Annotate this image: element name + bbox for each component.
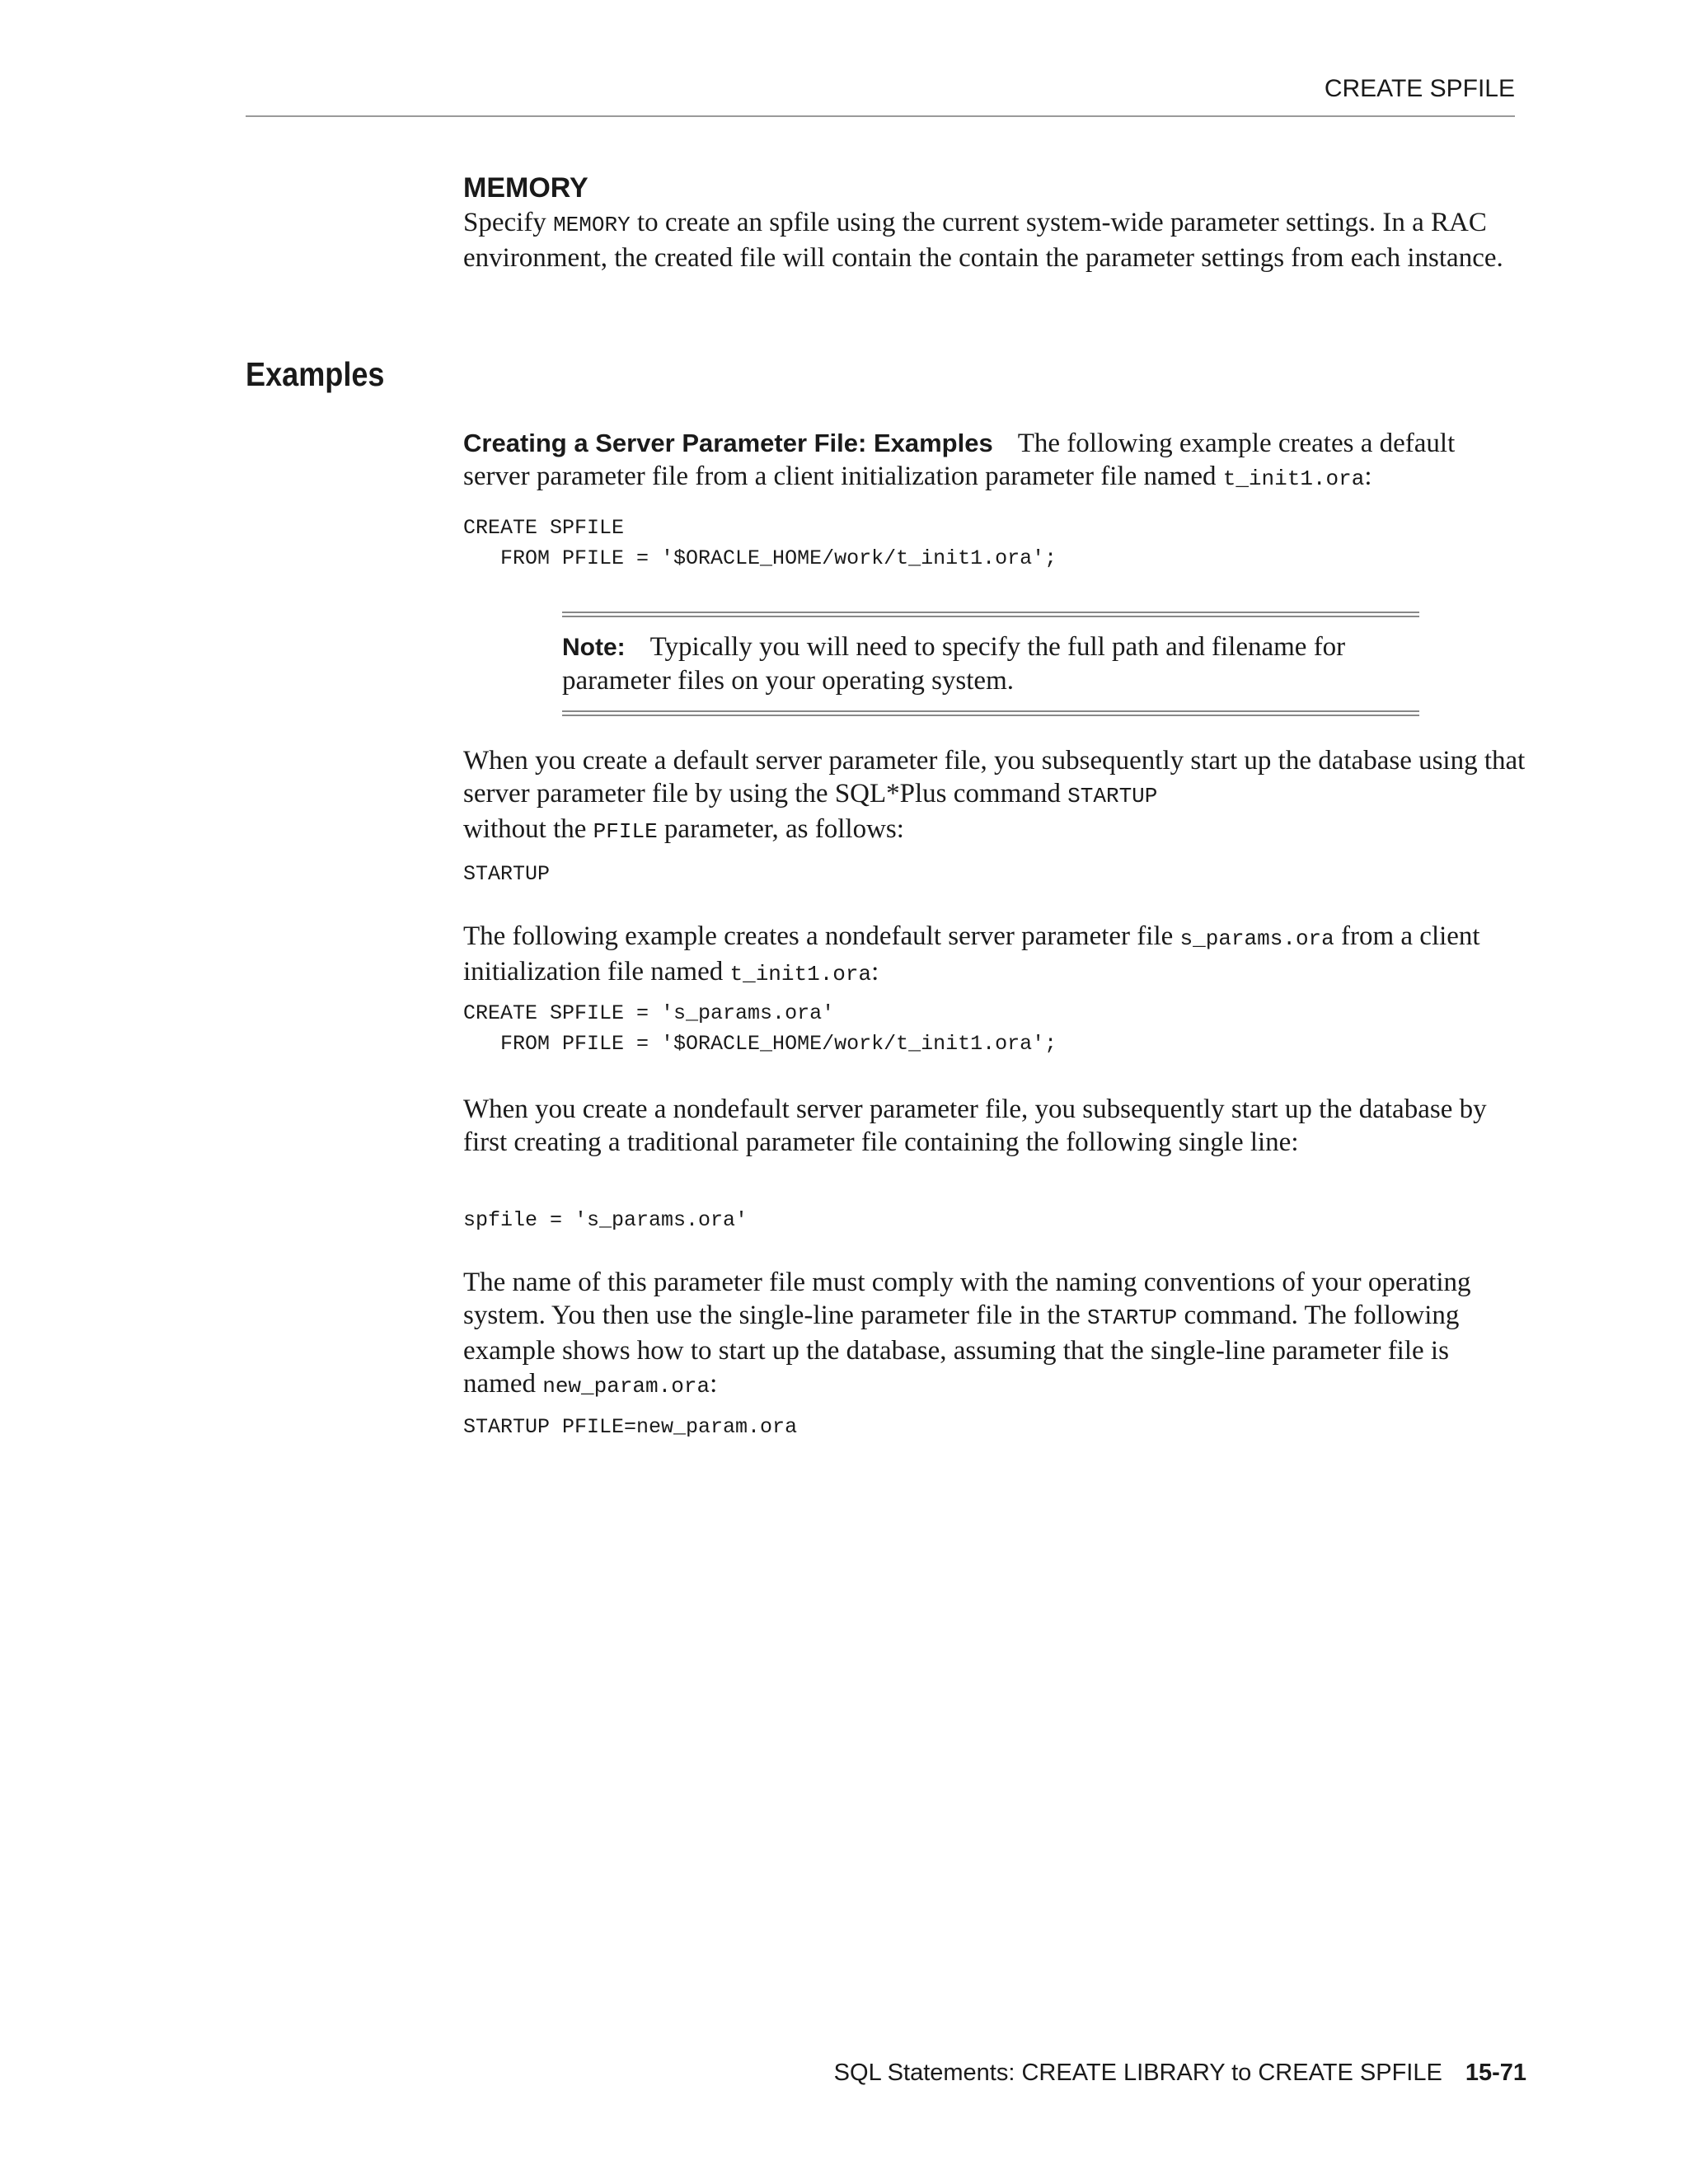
code-block-1 bbox=[463, 513, 1526, 574]
code-example-spfile-line: spfile = 's_params.ora' bbox=[463, 1208, 748, 1232]
code-example-create-spfile: CREATE SPFILE FROM PFILE = '$ORACLE_HOME/work/t_init1.ora'; bbox=[463, 516, 1057, 570]
code-block-2 bbox=[463, 859, 1526, 889]
note-bottom-rule bbox=[562, 710, 1419, 716]
examples-paragraph-4: When you create a nondefault server parameter file, you subsequently start up the database by first creating a traditional parameter file containing the following single line: bbox=[463, 1094, 1487, 1157]
code-example-nondefault: CREATE SPFILE = 's_params.ora' FROM PFILE = '$ORACLE_HOME/work/t_init1.ora'; bbox=[463, 1001, 1057, 1056]
examples-heading: Examples bbox=[246, 355, 385, 393]
examples-paragraph-3: The following example creates a nondefault server parameter file s_params.ora from a client initialization file named t_init1.ora: bbox=[463, 921, 1480, 987]
code-block-3 bbox=[463, 998, 1526, 1059]
code-block-5 bbox=[463, 1412, 1526, 1442]
running-title: CREATE SPFILE bbox=[1324, 75, 1515, 102]
examples-paragraph-1: Creating a Server Parameter File: Examples The following example creates a default server parameter file from a client initialization parameter file named t_init1.ora: bbox=[463, 429, 1456, 491]
examples-intro bbox=[463, 427, 1526, 495]
inline-code: MEMORY bbox=[553, 213, 631, 237]
examples-paragraph-2: When you create a default server parameter file, you subsequently start up the database using that server parameter file by using the SQL*Plus command STARTUP without the PFILE parameter, as follows: bbox=[463, 746, 1526, 844]
note-top-rule bbox=[562, 612, 1419, 617]
memory-paragraph: Specify MEMORY to create an spfile using the current system-wide parameter settings. In a RAC environment, the created file will contain the contain the parameter settings from each instance. bbox=[463, 208, 1503, 273]
examples-paragraph-5: The name of this parameter file must comply with the naming conventions of your operating system. You then use the single-line parameter file in the STARTUP command. The following example shows how to start up the database, assuming that the single-line parameter file is named new_param.ora: bbox=[463, 1268, 1471, 1399]
inline-code: PFILE bbox=[593, 819, 658, 844]
inline-code: s_params.ora bbox=[1179, 926, 1334, 951]
inline-code: t_init1.ora bbox=[1222, 466, 1365, 491]
memory-heading: MEMORY bbox=[463, 172, 588, 204]
note-box bbox=[562, 612, 1419, 716]
page-number: 15-71 bbox=[1465, 2060, 1526, 2086]
page-footer bbox=[834, 2059, 1526, 2087]
code-block-4 bbox=[463, 1205, 1526, 1235]
code-example-startup: STARTUP bbox=[463, 862, 551, 886]
inline-code: STARTUP bbox=[1087, 1305, 1178, 1330]
inline-code: new_param.ora bbox=[542, 1374, 710, 1399]
note-text: Typically you will need to specify the full path and filename for parameter files on your operating system. bbox=[562, 632, 1346, 696]
memory-section bbox=[463, 171, 1526, 274]
note-label: Note: bbox=[562, 634, 626, 661]
running-header bbox=[246, 76, 1515, 117]
inline-code: t_init1.ora bbox=[729, 962, 872, 987]
footer-book-title: SQL Statements: CREATE LIBRARY to CREATE SPFILE bbox=[833, 2060, 1442, 2086]
runin-title: Creating a Server Parameter File: Examples bbox=[463, 429, 993, 457]
inline-code: STARTUP bbox=[1067, 784, 1158, 808]
code-example-startup-pfile: STARTUP PFILE=new_param.ora bbox=[463, 1415, 798, 1439]
